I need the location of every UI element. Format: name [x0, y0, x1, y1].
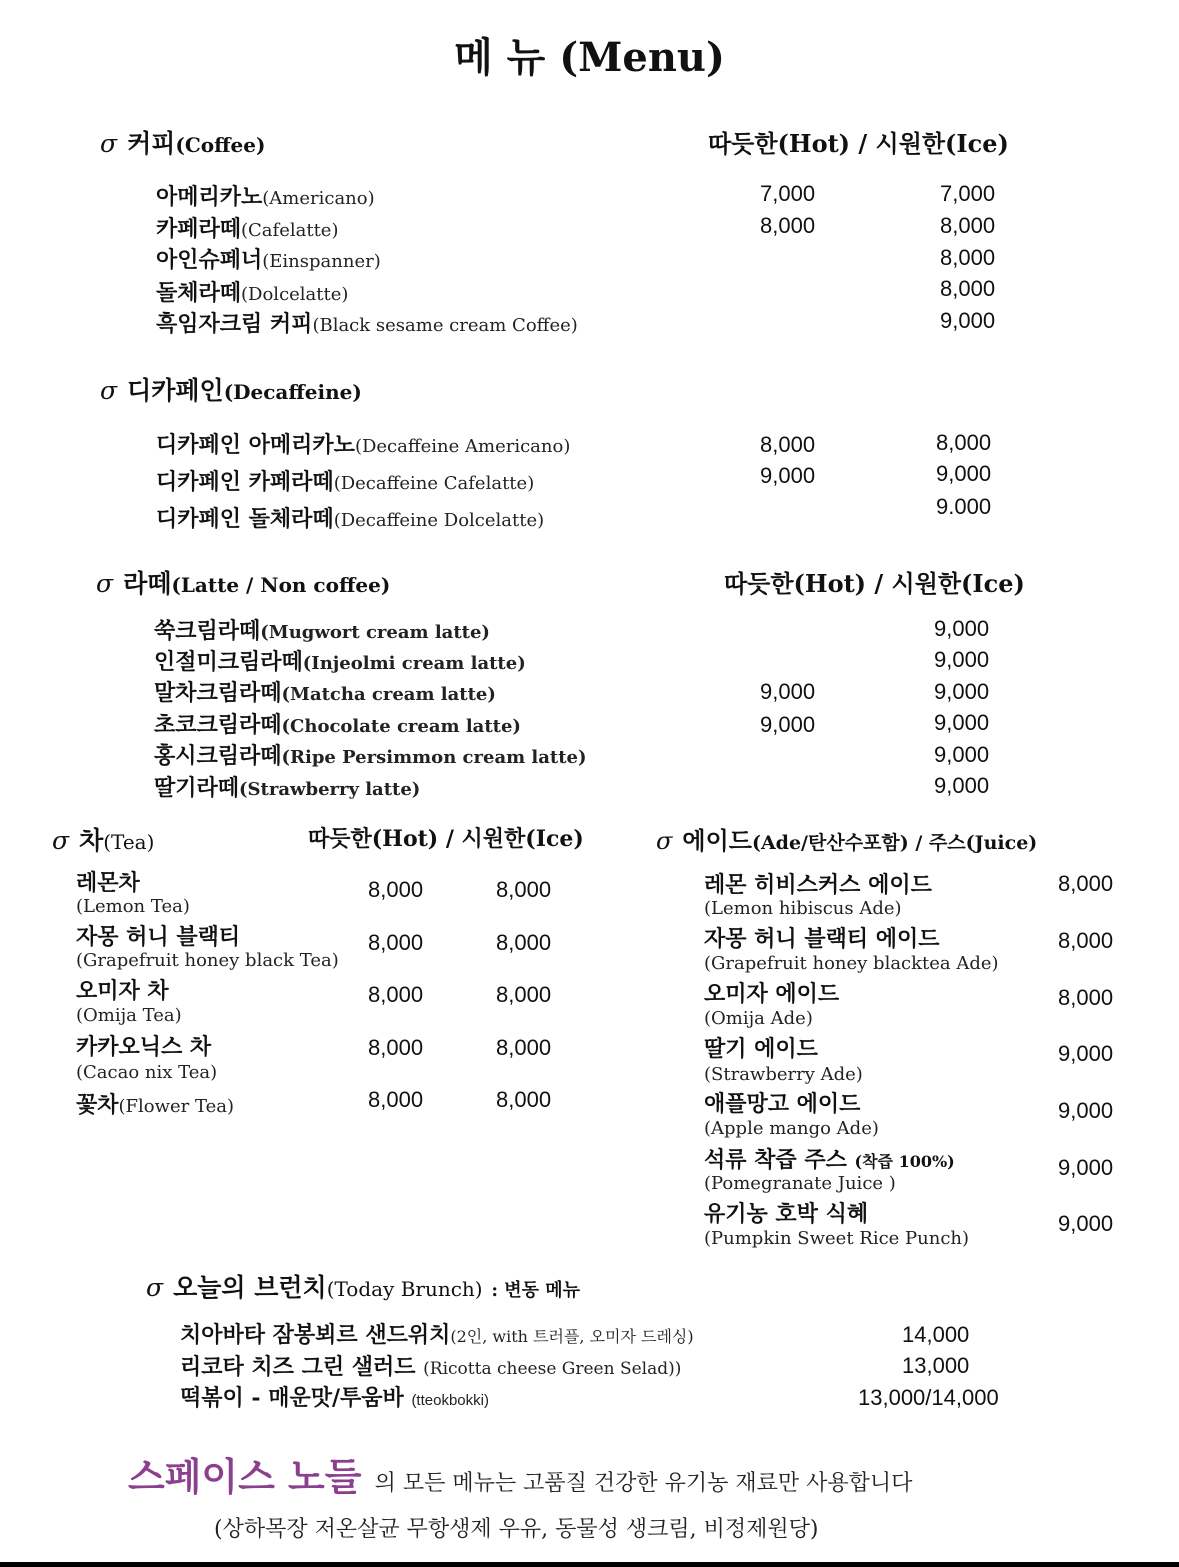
- price: 8,000: [1058, 985, 1114, 1010]
- price: 9,000: [1058, 1041, 1114, 1066]
- menu-item: [154, 614, 490, 645]
- section-label: 차: [79, 826, 104, 855]
- menu-item-en: (Pumpkin Sweet Rice Punch): [704, 1228, 970, 1249]
- item-name-en: (Americano): [262, 188, 375, 209]
- section-label-en: (Decaffeine): [223, 380, 362, 404]
- menu-item: [156, 428, 570, 459]
- price-ice: 7,000: [940, 181, 996, 206]
- menu-item-en: (Grapefruit honey blacktea Ade): [704, 953, 999, 974]
- item-name-en: (Decaffeine Cafelatte): [333, 473, 535, 494]
- menu-item-en: (Pomegranate Juice ): [704, 1173, 896, 1194]
- menu-item-name: 애플망고 에이드: [704, 1091, 861, 1117]
- item-name: 꽃차: [76, 1092, 119, 1118]
- menu-item: [156, 307, 578, 338]
- item-name: 카페라떼: [156, 216, 242, 242]
- menu-item: [154, 739, 587, 770]
- section-label-en: (Coffee): [175, 133, 266, 157]
- menu-item: [180, 1381, 489, 1412]
- section-label-en: (Ade/탄산수포함) / 주스(Juice): [751, 832, 1038, 854]
- sigma-bullet: σ: [96, 569, 114, 598]
- menu-item-name: 자몽 허니 블랙티 에이드: [704, 926, 940, 952]
- price-hot: 9,000: [760, 712, 816, 737]
- section-header-decaf: [100, 371, 362, 407]
- menu-item-name: 유기농 호박 식혜: [704, 1201, 869, 1227]
- menu-item: [154, 708, 521, 739]
- price: 9,000: [1058, 1155, 1114, 1180]
- brand-name: 스페이스 노들: [128, 1454, 362, 1499]
- price-ice: 9.000: [936, 494, 992, 519]
- price-ice: 9,000: [934, 616, 990, 641]
- item-name: 치아바타 잠봉뵈르 샌드위치: [180, 1322, 451, 1348]
- sigma-bullet: σ: [656, 827, 673, 855]
- item-name-en: (Black sesame cream Coffee): [312, 315, 578, 336]
- price-ice: 8,000: [496, 1035, 552, 1060]
- footer-line-2: (상하목장 저온살균 무항생제 우유, 동물성 생크림, 비정제원당): [214, 1517, 819, 1542]
- price-ice: 8,000: [496, 1087, 552, 1112]
- item-name-en: (Decaffeine Americano): [354, 436, 571, 457]
- item-name-en: (Dolcelatte): [241, 284, 349, 305]
- price-ice: 9,000: [934, 679, 990, 704]
- menu-item-en: (Omija Tea): [76, 1005, 182, 1026]
- menu-item: [154, 771, 420, 802]
- menu-item: [156, 212, 339, 243]
- item-name-en: (Cafelatte): [241, 220, 339, 241]
- sigma-bullet: σ: [146, 1273, 164, 1302]
- section-header-coffee: [100, 124, 265, 160]
- sigma-bullet: σ: [100, 129, 118, 158]
- price-hot: 8,000: [760, 432, 816, 457]
- menu-item-name: 레몬차: [76, 870, 140, 896]
- menu-item: [154, 645, 526, 676]
- item-name: 말차크림라떼: [154, 680, 282, 706]
- menu-item-name: 자몽 허니 블랙티: [76, 924, 241, 950]
- menu-item: [156, 276, 348, 307]
- section-label: 라떼: [123, 569, 172, 598]
- menu-item: [180, 1318, 694, 1349]
- menu-item: [76, 1088, 234, 1119]
- menu-item-en: (Grapefruit honey black Tea): [76, 950, 339, 971]
- price-ice: 8,000: [496, 982, 552, 1007]
- section-label-en: (Today Brunch): [326, 1277, 483, 1301]
- price: 13,000: [902, 1353, 970, 1378]
- price-ice: 9,000: [934, 710, 990, 735]
- menu-item: [156, 502, 544, 533]
- price: 9,000: [1058, 1211, 1114, 1236]
- menu-item-name: 딸기 에이드: [704, 1036, 818, 1062]
- item-name-en: (Einspanner): [262, 251, 381, 272]
- price: 9,000: [1058, 1098, 1114, 1123]
- menu-item-name: 레몬 히비스커스 에이드: [704, 872, 932, 898]
- menu-item: [180, 1350, 681, 1381]
- menu-item-name: 카카오닉스 차: [76, 1034, 212, 1060]
- section-header-brunch: [146, 1268, 580, 1304]
- price-ice: 8,000: [940, 276, 996, 301]
- section-header-tea: [52, 821, 154, 857]
- menu-item-name: 오미자 에이드: [704, 981, 840, 1007]
- price-ice: 8,000: [496, 877, 552, 902]
- sigma-bullet: σ: [100, 376, 118, 405]
- item-note: (착즙 100%): [854, 1152, 955, 1171]
- column-header-hot-ice: 따듯한(Hot) / 시원한(Ice): [724, 569, 1025, 598]
- footer-statement: [128, 1446, 912, 1501]
- price-ice: 9,000: [940, 308, 996, 333]
- item-name: 아메리카노: [156, 184, 263, 210]
- price-hot: 8,000: [368, 930, 424, 955]
- price-ice: 8,000: [940, 213, 996, 238]
- item-name: 디카페인 돌체라떼: [156, 506, 334, 532]
- footer-line-1: 의 모든 메뉴는 고품질 건강한 유기농 재료만 사용합니다: [374, 1471, 913, 1496]
- item-name: 인절미크림라떼: [154, 649, 303, 675]
- menu-item-en: (Strawberry Ade): [704, 1064, 863, 1085]
- item-name-en: (tteokbokki): [411, 1392, 489, 1409]
- price: 8,000: [1058, 928, 1114, 953]
- price-hot: 9,000: [760, 679, 816, 704]
- menu-item: [156, 180, 375, 211]
- price-hot: 9,000: [760, 463, 816, 488]
- item-name: 홍시크림라떼: [154, 743, 282, 769]
- price-hot: 7,000: [760, 181, 816, 206]
- section-header-ade: [656, 821, 1037, 856]
- item-name: 딸기라떼: [154, 775, 240, 801]
- bottom-border: [0, 1562, 1179, 1567]
- price-hot: 8,000: [760, 213, 816, 238]
- item-name: 초코크림라떼: [154, 712, 282, 738]
- sigma-bullet: σ: [52, 826, 70, 855]
- price-ice: 9,000: [934, 742, 990, 767]
- section-label: 커피: [127, 129, 176, 158]
- section-label-en: (Latte / Non coffee): [171, 573, 391, 597]
- price: 13,000/14,000: [858, 1385, 999, 1410]
- section-label: 에이드: [682, 826, 752, 855]
- item-name-en: (Mugwort cream latte): [260, 622, 490, 643]
- item-name: 디카페인 아메리카노: [156, 432, 355, 458]
- column-header-hot-ice: 따듯한(Hot) / 시원한(Ice): [308, 826, 584, 852]
- section-label: 디카페인: [127, 376, 224, 405]
- item-name-en: (Flower Tea): [118, 1096, 235, 1117]
- menu-item-en: (Omija Ade): [704, 1008, 813, 1029]
- item-name: 돌체라떼: [156, 280, 242, 306]
- price-hot: 8,000: [368, 982, 424, 1007]
- price-ice: 8,000: [940, 245, 996, 270]
- price-ice: 9,000: [936, 461, 992, 486]
- section-note: : 변동 메뉴: [491, 1280, 581, 1301]
- price: 8,000: [1058, 871, 1114, 896]
- price-hot: 8,000: [368, 877, 424, 902]
- menu-item-en: (Lemon hibiscus Ade): [704, 898, 902, 919]
- item-name: 떡볶이 - 매운맛/투움바: [180, 1385, 404, 1411]
- price-hot: 8,000: [368, 1035, 424, 1060]
- item-name-en: (Chocolate cream latte): [281, 716, 521, 737]
- menu-item-en: (Lemon Tea): [76, 896, 190, 917]
- section-header-latte: [96, 564, 390, 600]
- item-name: 디카페인 카페라떼: [156, 469, 334, 495]
- price-ice: 9,000: [934, 647, 990, 672]
- price-ice: 8,000: [936, 430, 992, 455]
- item-name-en: (Ripe Persimmon cream latte): [281, 747, 587, 768]
- menu-item: [704, 1143, 955, 1174]
- price-ice: 8,000: [496, 930, 552, 955]
- item-name-en: (Strawberry latte): [239, 779, 421, 800]
- menu-item: [156, 465, 534, 496]
- menu-item-en: (Cacao nix Tea): [76, 1062, 218, 1083]
- item-name: 리코타 치즈 그린 샐러드: [180, 1354, 416, 1380]
- menu-item-name: 오미자 차: [76, 978, 169, 1004]
- price: 14,000: [902, 1322, 970, 1347]
- menu-item: [156, 243, 381, 274]
- price-hot: 8,000: [368, 1087, 424, 1112]
- item-name-en: (Ricotta cheese Green Selad)): [423, 1359, 682, 1379]
- item-name-en: (2인, with 트러플, 오미자 드레싱): [450, 1327, 694, 1346]
- column-header-hot-ice: 따듯한(Hot) / 시원한(Ice): [708, 129, 1009, 158]
- price-ice: 9,000: [934, 773, 990, 798]
- menu-item-en: (Apple mango Ade): [704, 1118, 879, 1139]
- item-name-en: (Injeolmi cream latte): [302, 653, 526, 674]
- item-name: 아인슈페너: [156, 247, 263, 273]
- item-name-en: (Matcha cream latte): [281, 684, 496, 705]
- item-name: 흑임자크림 커피: [156, 311, 313, 337]
- page-title: 메 뉴 (Menu): [454, 34, 725, 81]
- item-name-en: (Decaffeine Dolcelatte): [333, 510, 545, 531]
- menu-item: [154, 676, 496, 707]
- section-label-en: (Tea): [103, 830, 155, 854]
- item-name: 석류 착즙 주스: [704, 1147, 847, 1173]
- section-label: 오늘의 브런치: [173, 1273, 327, 1302]
- item-name: 쑥크림라떼: [154, 618, 261, 644]
